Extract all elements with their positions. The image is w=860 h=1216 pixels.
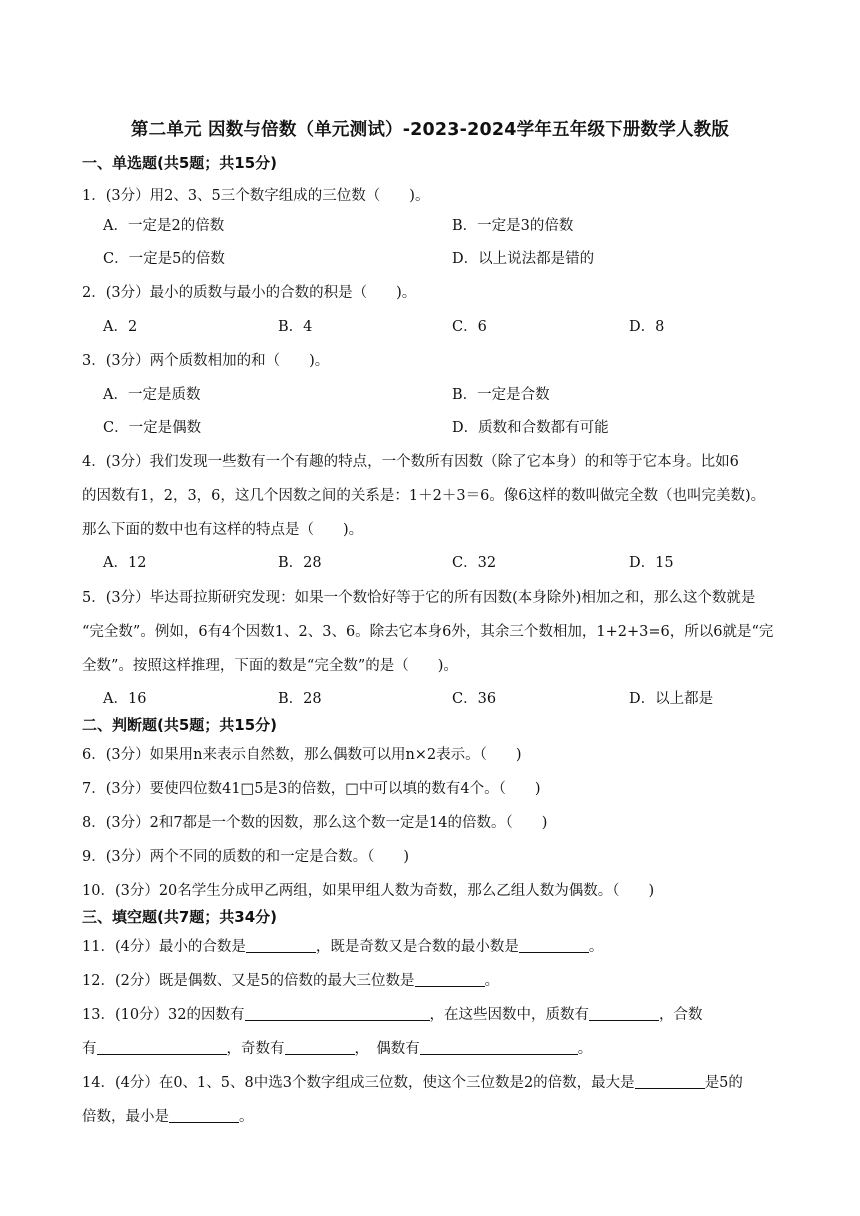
page-title: 第二单元 因数与倍数（单元测试）-2023-2024学年五年级下册数学人教版 [130,120,730,140]
question-3-stem: 3．(3分）两个质数相加的和（ )。 [82,353,330,369]
q13-text-4: 有 [82,1041,97,1057]
q2-option-a: A．2 [103,319,138,335]
question-1-stem: 1．(3分）用2、3、5三个数字组成的三位数（ )。 [82,188,430,204]
q11-text-1: 11．(4分）最小的合数是 [82,939,246,955]
q1-option-c: C．一定是5的倍数 [103,251,225,267]
question-10: 10．(3分）20名学生分成甲乙两组，如果甲组人数为奇数，那么乙组人数为偶数。（ ) [82,883,655,899]
q3-option-a: A．一定是质数 [103,387,201,403]
answer-blank[interactable] [246,938,316,953]
question-13-line-1 [82,1003,812,1024]
q4-option-d: D．15 [629,555,674,571]
answer-blank[interactable] [420,1040,578,1055]
q5-option-c: C．36 [452,691,497,707]
q13-text-7: 。 [577,1041,593,1057]
section-heading-fill-in: 三、填空题(共7题；共34分) [82,908,278,926]
q12-text-1: 12．(2分）既是偶数、又是5的倍数的最大三位数是 [82,973,415,989]
question-5-line-2: “完全数”。例如，6有4个因数1、2、3、6。除去它本身6外，其余三个数相加，1+2+3=6，所以6就是“完 [82,624,774,640]
question-8: 8．(3分）2和7都是一个数的因数，那么这个数一定是14的倍数。（ ) [82,815,548,831]
q14-text-4: 。 [239,1109,254,1125]
q2-option-d: D．8 [629,319,665,335]
q3-option-b: B．一定是合数 [452,387,550,403]
question-9: 9．(3分）两个不同的质数的和一定是合数。（ ) [82,849,410,865]
question-12 [82,969,812,990]
question-5-line-3: 全数”。按照这样推理，下面的数是“完全数”的是（ )。 [82,658,458,674]
answer-blank[interactable] [245,1006,430,1021]
question-4-line-2: 的因数有1，2，3，6，这几个因数之间的关系是：1＋2＋3＝6。像6这样的数叫做完全数（也叫完美数)。 [82,488,766,504]
q13-text-5: ，奇数有 [226,1041,285,1057]
q11-text-2: ，既是奇数又是合数的最小数是 [315,939,519,955]
q3-option-c: C．一定是偶数 [103,420,202,436]
q11-text-3: 。 [588,939,604,955]
q13-text-3: ，合数 [659,1007,703,1023]
q2-option-b: B．4 [278,319,313,335]
q12-text-2: 。 [484,973,500,989]
answer-blank[interactable] [415,972,485,987]
q1-option-d: D．以上说法都是错的 [452,251,595,267]
question-6: 6．(3分）如果用n来表示自然数，那么偶数可以用n×2表示。（ ) [82,747,522,763]
q13-text-6: ， 偶数有 [354,1041,420,1057]
q1-option-a: A．一定是2的倍数 [103,218,225,234]
question-7: 7．(3分）要使四位数41□5是3的倍数，□中可以填的数有4个。（ ) [82,781,541,797]
q2-option-c: C．6 [452,319,487,335]
question-4-line-1: 4．(3分）我们发现一些数有一个有趣的特点，一个数所有因数（除了它本身）的和等于它本身。比如6 [82,454,739,470]
question-14-line-1 [82,1071,812,1092]
q13-text-2: ，在这些因数中，质数有 [429,1007,590,1023]
question-11 [82,935,812,956]
q1-option-b: B．一定是3的倍数 [452,218,574,234]
answer-blank[interactable] [589,1006,659,1021]
section-heading-single-choice: 一、单选题(共5题；共15分) [82,154,278,172]
q14-text-1: 14．(4分）在0、1、5、8中选3个数字组成三位数，使这个三位数是2的倍数，最大是 [82,1075,635,1091]
q5-option-b: B．28 [278,691,322,707]
q4-option-c: C．32 [452,555,497,571]
q4-option-b: B．28 [278,555,322,571]
q13-text-1: 13．(10分）32的因数有 [82,1007,245,1023]
q5-option-a: A．16 [103,691,147,707]
question-14-line-2 [82,1105,812,1126]
question-2-stem: 2．(3分）最小的质数与最小的合数的积是（ )。 [82,285,417,301]
answer-blank[interactable] [285,1040,355,1055]
question-5-line-1: 5．(3分）毕达哥拉斯研究发现：如果一个数恰好等于它的所有因数(本身除外)相加之和，那么这个数就是 [82,590,756,606]
q14-text-3: 倍数，最小是 [82,1109,169,1125]
q3-option-d: D．质数和合数都有可能 [452,420,609,436]
q5-option-d: D．以上都是 [629,691,714,707]
answer-blank[interactable] [97,1040,227,1055]
section-heading-true-false: 二、判断题(共5题；共15分) [82,716,278,734]
answer-blank[interactable] [519,938,589,953]
answer-blank[interactable] [635,1074,705,1089]
question-13-line-2 [82,1037,812,1058]
q14-text-2: 是5的 [704,1075,743,1091]
answer-blank[interactable] [169,1108,239,1123]
question-4-line-3: 那么下面的数中也有这样的特点是（ )。 [82,522,364,538]
q4-option-a: A．12 [103,555,147,571]
